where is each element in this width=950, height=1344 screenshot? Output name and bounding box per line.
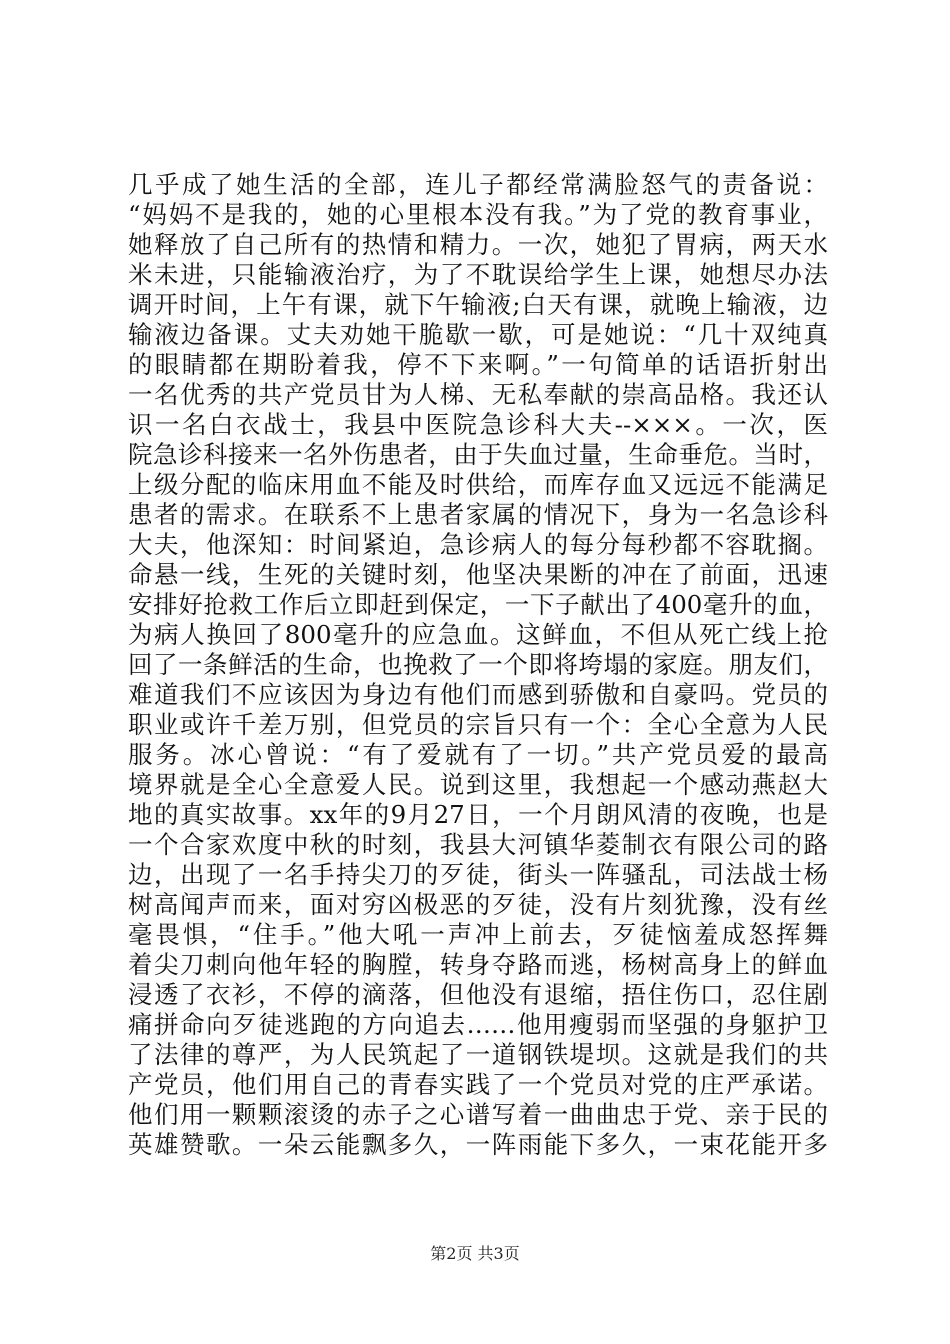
text-line: 树高闻声而来，面对穷凶极恶的歹徒，没有片刻犹豫，没有丝 [128, 890, 828, 919]
text-line: 难道我们不应该因为身边有他们而感到骄傲和自豪吗。党员的 [128, 680, 828, 709]
text-line: 调开时间，上午有课，就下午输液;白天有课，就晚上输液，边 [128, 290, 828, 319]
page-number-footer: 第2页 共3页 [430, 1244, 520, 1263]
text-line: 服务。冰心曾说：“有了爱就有了一切。”共产党员爱的最高 [128, 740, 828, 769]
text-line: 他们用一颗颗滚烫的赤子之心谱写着一曲曲忠于党、亲于民的 [128, 1100, 828, 1129]
text-line: 院急诊科接来一名外伤患者，由于失血过量，生命垂危。当时， [128, 440, 828, 469]
text-line: 她释放了自己所有的热情和精力。一次，她犯了胃病，两天水 [128, 230, 828, 259]
text-line: 命悬一线，生死的关键时刻，他坚决果断的冲在了前面，迅速 [128, 560, 828, 589]
text-line: 输液边备课。丈夫劝她干脆歇一歇，可是她说：“几十双纯真 [128, 320, 828, 349]
text-line: 职业或许千差万别，但党员的宗旨只有一个：全心全意为人民 [128, 710, 828, 739]
text-line: 识一名白衣战士，我县中医院急诊科大夫--×××。一次，医 [128, 410, 828, 439]
text-line: 产党员，他们用自己的青春实践了一个党员对党的庄严承诺。 [128, 1070, 828, 1099]
text-line: 几乎成了她生活的全部，连儿子都经常满脸怒气的责备说： [128, 170, 828, 199]
text-line: 一个合家欢度中秋的时刻，我县大河镇华菱制衣有限公司的路 [128, 830, 828, 859]
text-line: 境界就是全心全意爱人民。说到这里，我想起一个感动燕赵大 [128, 770, 828, 799]
text-line: 着尖刀刺向他年轻的胸膛，转身夺路而逃，杨树高身上的鲜血 [128, 950, 828, 979]
body-text [128, 170, 828, 1160]
text-line: 患者的需求。在联系不上患者家属的情况下，身为一名急诊科 [128, 500, 828, 529]
text-line: 边，出现了一名手持尖刀的歹徒，街头一阵骚乱，司法战士杨 [128, 860, 828, 889]
text-line: 地的真实故事。xx年的9月27日，一个月朗风清的夜晚，也是 [128, 800, 828, 829]
text-line: 的眼睛都在期盼着我，停不下来啊。”一句简单的话语折射出 [128, 350, 828, 379]
text-line: 痛拼命向歹徒逃跑的方向追去……他用瘦弱而坚强的身躯护卫 [128, 1010, 828, 1039]
text-line: 大夫，他深知：时间紧迫，急诊病人的每分每秒都不容耽搁。 [128, 530, 828, 559]
text-line: 浸透了衣衫，不停的滴落，但他没有退缩，捂住伤口，忍住剧 [128, 980, 828, 1009]
text-line: 英雄赞歌。一朵云能飘多久，一阵雨能下多久，一束花能开多 [128, 1130, 828, 1159]
text-line: 安排好抢救工作后立即赶到保定，一下子献出了400毫升的血， [128, 590, 828, 619]
text-line: 一名优秀的共产党员甘为人梯、无私奉献的崇高品格。我还认 [128, 380, 828, 409]
text-line: 了法律的尊严，为人民筑起了一道钢铁堤坝。这就是我们的共 [128, 1040, 828, 1069]
text-line: 为病人换回了800毫升的应急血。这鲜血，不但从死亡线上抢 [128, 620, 828, 649]
text-line: 上级分配的临床用血不能及时供给，而库存血又远远不能满足 [128, 470, 828, 499]
text-line: 回了一条鲜活的生命，也挽救了一个即将垮塌的家庭。朋友们， [128, 650, 828, 679]
text-line: 毫畏惧，“住手。”他大吼一声冲上前去，歹徒恼羞成怒挥舞 [128, 920, 828, 949]
text-line: “妈妈不是我的，她的心里根本没有我。”为了党的教育事业， [128, 200, 828, 229]
text-line: 米未进，只能输液治疗，为了不耽误给学生上课，她想尽办法 [128, 260, 828, 289]
